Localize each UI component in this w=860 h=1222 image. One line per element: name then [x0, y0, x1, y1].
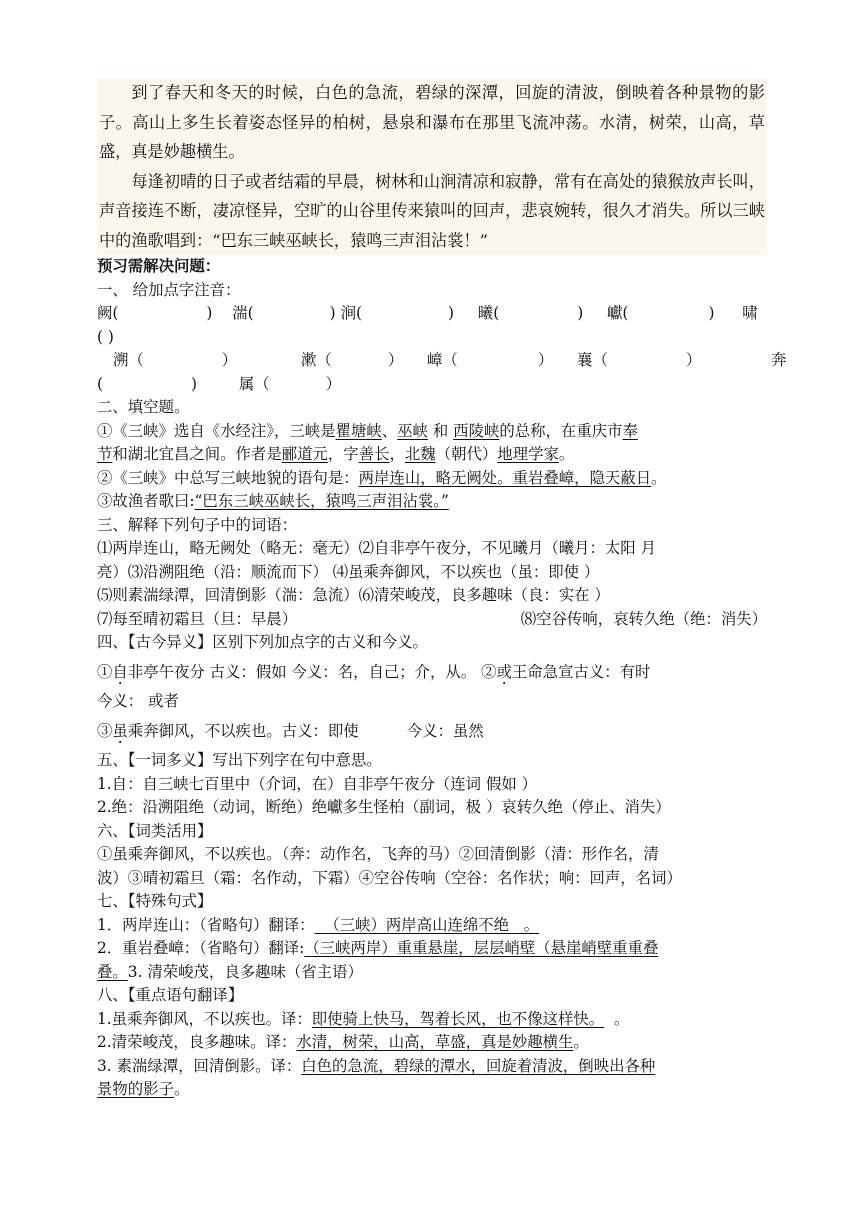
answer-blank: 善长: [358, 445, 390, 463]
answer-blank: “巴东三峡巫峡长，猿鸣三声泪沾裳。”: [194, 492, 449, 510]
ancient-modern-line-3: ③虽乘奔御风，不以疾也。古义：即使 今义：虽然: [97, 721, 484, 740]
answer-blank: 郦道元: [281, 445, 328, 463]
sentence-pattern-line-1: 1．两岸连山：（省略句）翻译： （三峡）两岸高山连绵不绝 。: [97, 915, 540, 934]
key-translation-line-2: 2.清荣峻茂，良多趣味。译：水清，树荣，山高，草盛，真是妙趣横生。: [97, 1033, 589, 1051]
translation-answer: 景物的影子: [97, 1080, 174, 1098]
word-class-line-1: ①虽乘奔御风，不以疾也。（奔：动作名，飞奔的马）②回清倒影（清：形作名，清: [97, 845, 659, 863]
ancient-modern-line-1: ①自非亭午夜分 古义：假如 今义：名，自己；介，从。 ②或王命急宣古义：有时: [97, 662, 651, 681]
fill-line-2: 节和湖北宜昌之间。作者是郦道元，字善长，北魏（朝代）地理学家。: [97, 445, 575, 463]
pinyin-row-1: [97, 302, 767, 326]
key-translation-line-3: 3. 素湍绿潭，回清倒影。译：白色的急流，碧绿的潭水，回旋着清波，倒映出各种: [97, 1056, 656, 1075]
sentence-pattern-line-3: 叠。3. 清荣峻茂，良多趣味（省主语）: [97, 962, 363, 981]
translation-answer: 即使骑上快马，驾着长风，也不像这样快。: [311, 1009, 605, 1028]
fill-line-4: ③故渔者歌曰:“巴东三峡巫峡长，猿鸣三声泪沾裳。”: [97, 492, 449, 510]
answer-blank: 瞿塘峡: [335, 421, 382, 440]
pinyin-item: 涧( ): [340, 304, 454, 322]
document-page: [97, 78, 787, 1102]
answer-blank: 巫峡: [397, 421, 428, 440]
explain-line-2: 亮）⑶沿溯阻绝（沿：顺流而下） ⑷虽乘奔御风，不以疾也（虽：即使 ）: [97, 562, 600, 581]
translation-answer: （三峡）两岸高山连绵不绝 。: [314, 915, 540, 934]
answer-blank: 奉: [622, 421, 638, 440]
key-translation-line-1: 1.虽乘奔御风，不以疾也。译：即使骑上快马，驾着长风，也不像这样快。 。: [97, 1009, 630, 1028]
section-1-title: 一、 给加点字注音：: [97, 280, 241, 299]
answer-blank: 北魏: [404, 445, 436, 463]
polysemy-line-2: 2.绝：沿溯阻绝（动词，断绝）绝巘多生怪柏（副词，极 ）哀转久绝（停止、消失）: [97, 798, 671, 816]
section-8-title: 八、【重点语句翻译】: [97, 986, 244, 1004]
pinyin-item: 阙( ): [97, 304, 213, 322]
pinyin-item: 湍( ): [232, 304, 336, 322]
answer-blank: 节: [97, 445, 113, 463]
pinyin-row-2: 溯（ ） 漱（ ） 嶂（ ） 襄（ ） 奔: [113, 351, 787, 369]
word-class-line-2: 波）③晴初霜旦（霜：名作动，下霜）④空谷传响（空谷：名作状；响：回声，名词）: [97, 868, 682, 887]
translation-answer: 白色的急流，碧绿的潭水，回旋着清波，倒映出各种: [301, 1056, 656, 1075]
preview-heading: 预习需解决问题：: [97, 257, 221, 275]
section-6-title: 六、【词类活用】: [97, 821, 213, 840]
fill-line-3: ②《三峡》中总写三峡地貌的语句是：两岸连山，略无阙处。重岩叠嶂，隐天蔽日。: [97, 468, 667, 487]
section-7-title: 七、【特殊句式】: [97, 892, 213, 910]
section-3-title: 三、解释下列句子中的词语：: [97, 515, 298, 534]
answer-blank: 地理学家: [497, 445, 559, 463]
pinyin-row-2b: ( ) 属（ ）: [97, 374, 342, 393]
fill-line-1: ①《三峡》选自《水经注》，三峡是瞿塘峡、巫峡 和 西陵峡的总称，在重庆市奉: [97, 421, 638, 440]
sentence-pattern-line-2: 2．重岩叠嶂：（省略句）翻译:（三峡两岸）重重悬崖，层层峭壁（悬崖峭壁重重叠: [97, 939, 659, 957]
pinyin-row-1b: ( ): [97, 327, 114, 346]
translation-answer: 叠。: [97, 962, 128, 981]
translation-answer: （三峡两岸）重重悬崖，层层峭壁（悬崖峭壁重重叠: [304, 939, 659, 957]
section-4-title: 四、【古今异义】区别下列加点字的古义和今义。: [97, 633, 428, 651]
explain-line-3: ⑸则素湍绿潭，回清倒影（湍：急流）⑹清荣峻茂，良多趣味（良：实在 ）: [97, 586, 610, 604]
section-2-title: 二、填空题。: [97, 398, 190, 416]
polysemy-line-1: 1.自：自三峡七百里中（介词，在）自非亭午夜分（连词 假如 ）: [97, 774, 538, 793]
explain-line-4: ⑺每至晴初霜旦（旦：早晨） ⑻空谷传响，哀转久绝（绝：消失）: [97, 609, 767, 628]
key-translation-line-4: 景物的影子。: [97, 1080, 190, 1098]
pinyin-item: 巘( ): [607, 304, 715, 322]
answer-blank: 西陵峡: [453, 421, 500, 440]
passage-paragraph-1: 到了春天和冬天的时候，白色的急流，碧绿的深潭，回旋的清波，倒映着各种景物的影子。高山上多生长着姿态怪异的柏树，悬泉和瀑布在那里飞流冲荡。水清，树荣，山高，草盛，真是妙趣横生。: [99, 83, 765, 161]
answer-blank: 两岸连山，略无阙处。重岩叠嶂，隐天蔽日: [358, 468, 652, 487]
pinyin-item: 啸: [742, 304, 758, 322]
pinyin-item: 曦( ): [477, 304, 584, 322]
translation-answer: 水清，树荣，山高，草盛，真是妙趣横生: [296, 1033, 574, 1051]
passage-translation: [97, 78, 767, 255]
ancient-modern-line-2: 今义： 或者: [97, 692, 179, 710]
section-5-title: 五、【一词多义】写出下列字在句中意思。: [97, 751, 382, 769]
passage-paragraph-2: 每逢初晴的日子或者结霜的早晨，树林和山涧清凉和寂静，常有在高处的猿猴放声长叫，声音接连不断，凄凉怪异，空旷的山谷里传来猿叫的回声，悲哀婉转，很久才消失。所以三峡中的渔歌唱到：“巴东三峡巫峡长，猿鸣三声泪沾裳！”: [99, 171, 765, 250]
explain-line-1: ⑴两岸连山，略无阙处（略无：毫无）⑵自非亭午夜分，不见曦月（曦月：太阳 月: [97, 539, 656, 557]
